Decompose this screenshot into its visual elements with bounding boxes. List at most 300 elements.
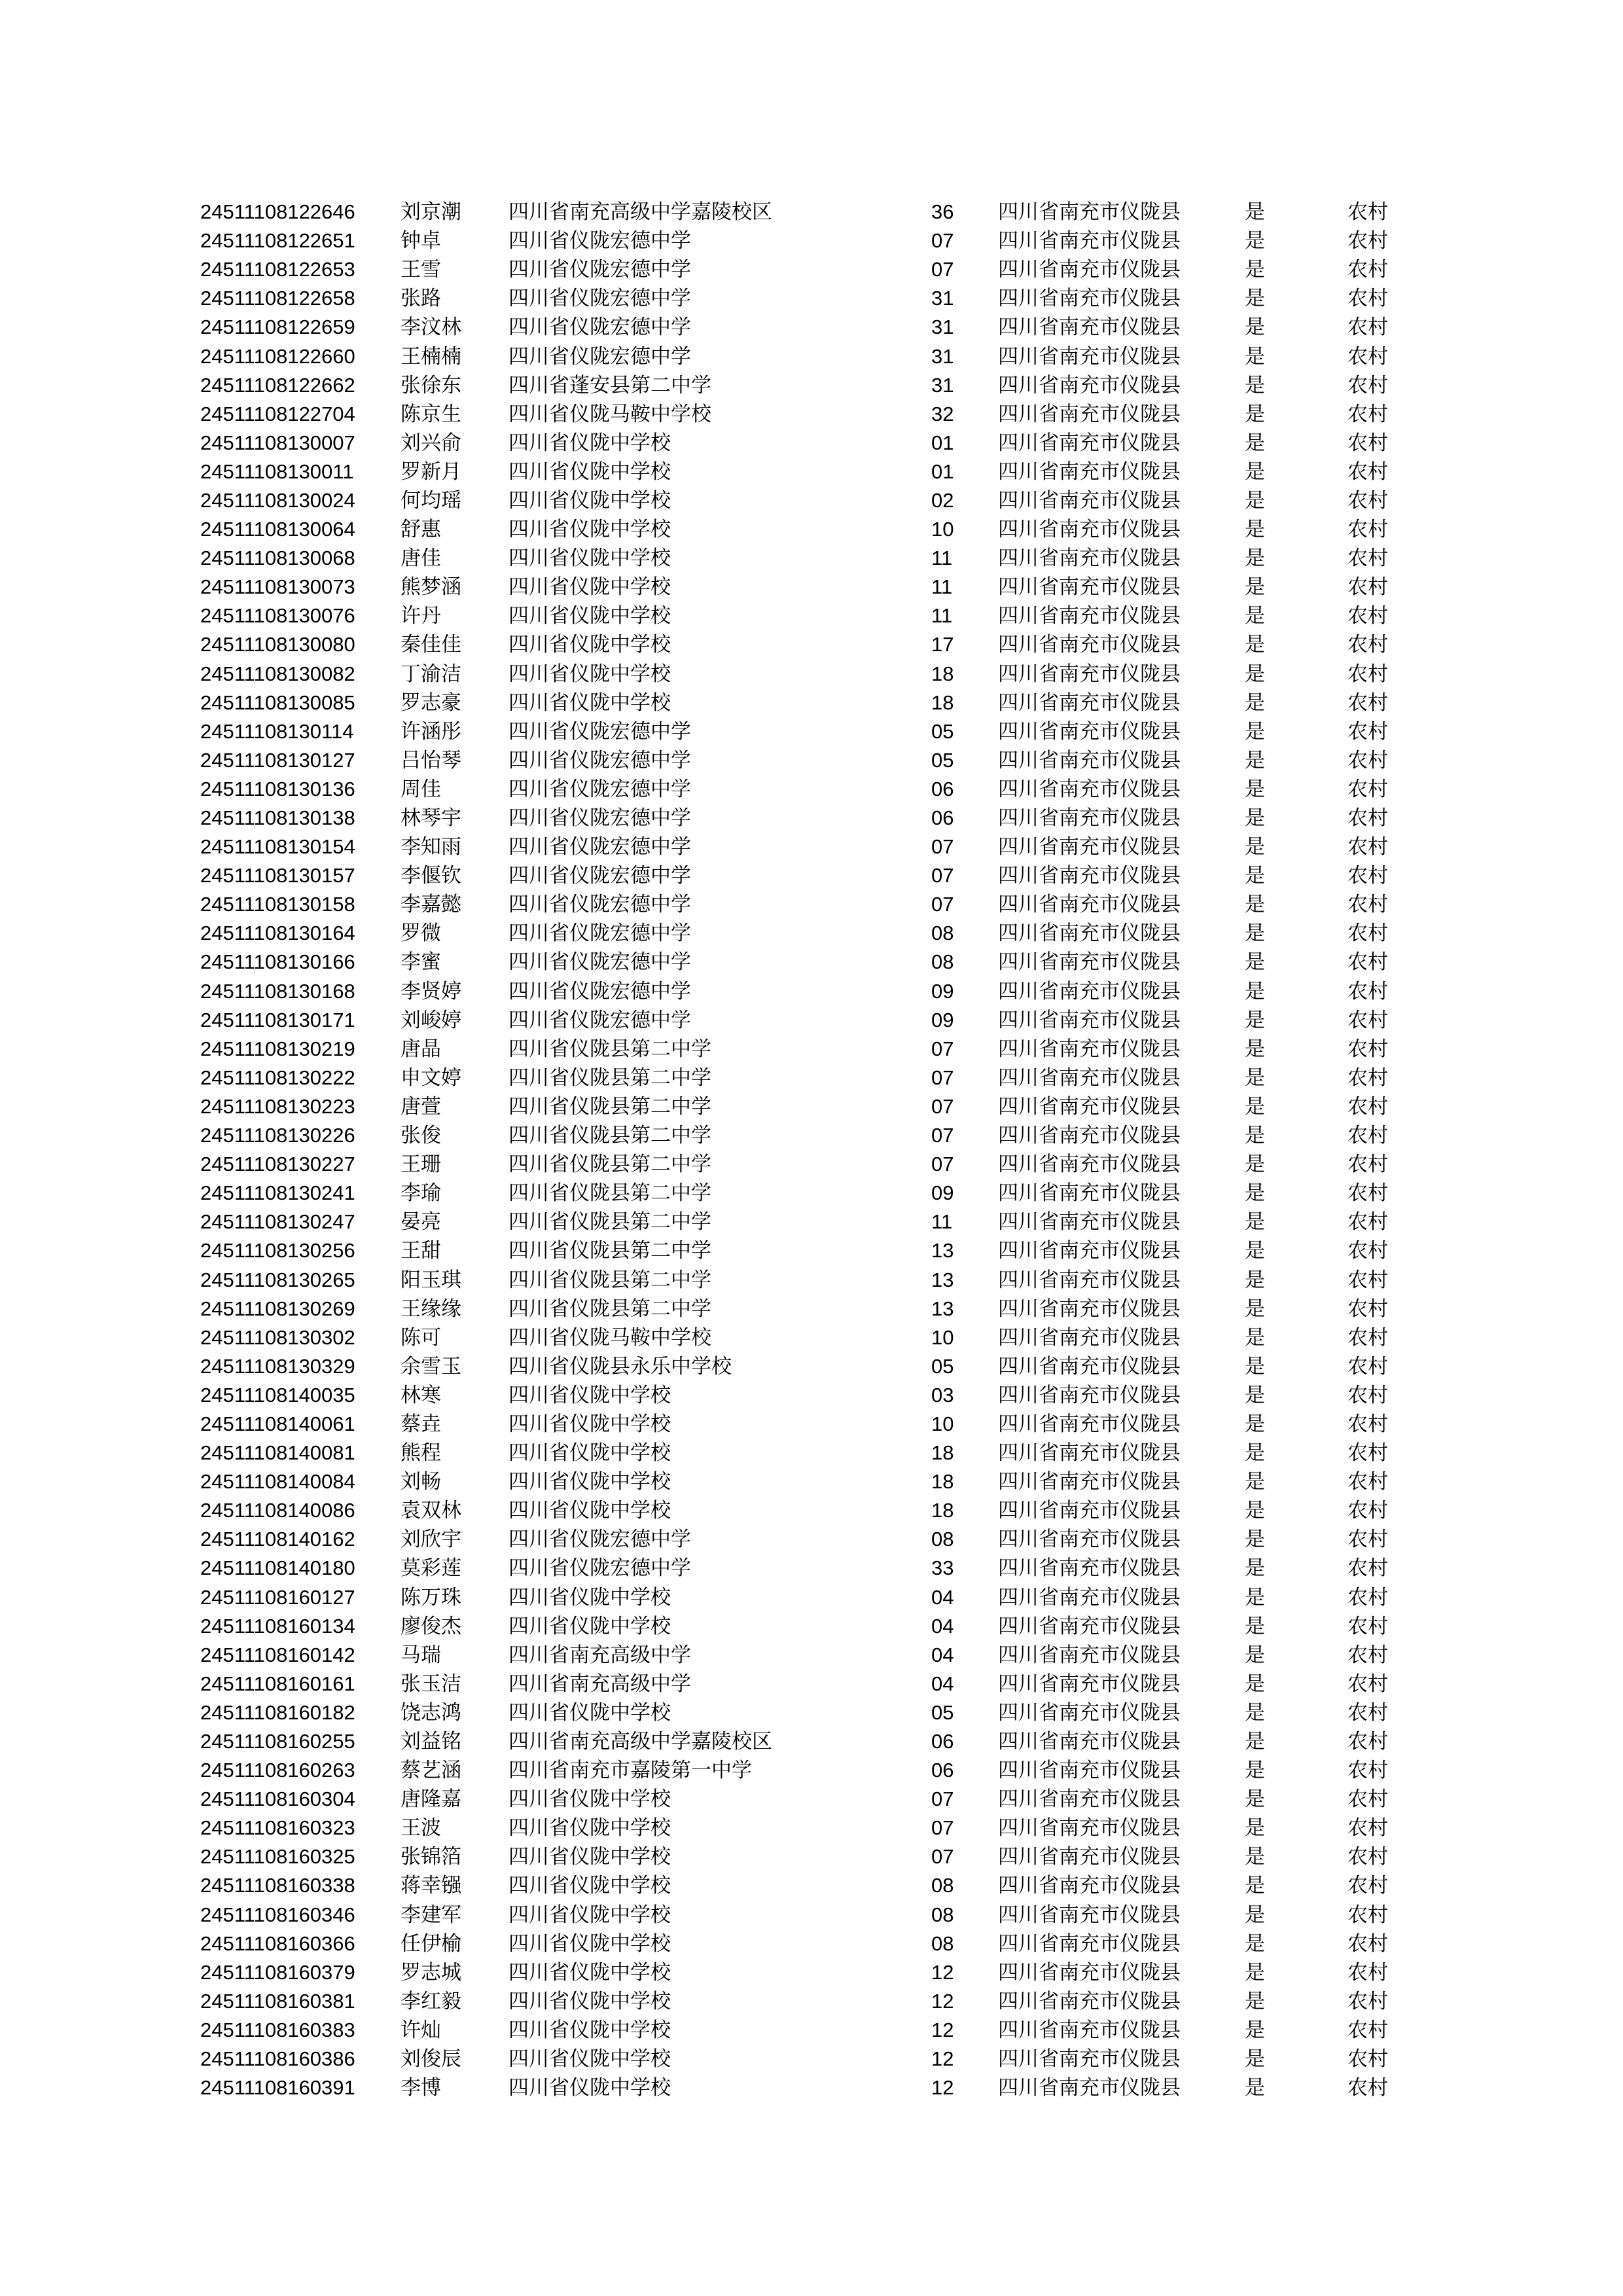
- household-region-cell: 四川省南充市仪陇县: [998, 1874, 1181, 1898]
- household-region-cell: 四川省南充市仪陇县: [998, 1354, 1181, 1378]
- school-cell: 四川省仪陇县第二中学: [508, 1210, 711, 1234]
- student-name-cell: 陈京生: [401, 402, 461, 426]
- household-region-cell: 四川省南充市仪陇县: [998, 1585, 1181, 1609]
- eligibility-cell: 是: [1245, 2047, 1265, 2072]
- residence-type-cell: 农村: [1347, 1845, 1388, 1869]
- exam-number-cell: 24511108122704: [200, 402, 355, 425]
- household-region-cell: 四川省南充市仪陇县: [998, 864, 1181, 888]
- school-cell: 四川省仪陇中学校: [508, 1845, 671, 1869]
- household-region-cell: 四川省南充市仪陇县: [998, 1325, 1181, 1350]
- student-name-cell: 蒋幸镪: [401, 1874, 461, 1898]
- school-cell: 四川省仪陇马鞍中学校: [508, 402, 711, 426]
- table-row: [0, 1958, 1623, 1987]
- residence-type-cell: 农村: [1347, 315, 1388, 340]
- class-code-cell: 04: [931, 1614, 954, 1638]
- exam-number-cell: 24511108130127: [200, 748, 355, 772]
- eligibility-cell: 是: [1245, 2076, 1265, 2100]
- school-cell: 四川省南充高级中学: [508, 1643, 691, 1667]
- student-name-cell: 罗新月: [401, 459, 461, 484]
- school-cell: 四川省仪陇中学校: [508, 1960, 671, 1984]
- exam-number-cell: 24511108130302: [200, 1325, 355, 1349]
- eligibility-cell: 是: [1245, 1037, 1265, 1061]
- exam-number-cell: 24511108130171: [200, 1008, 355, 1031]
- class-code-cell: 11: [931, 547, 953, 570]
- class-code-cell: 18: [931, 1470, 954, 1494]
- eligibility-cell: 是: [1245, 459, 1265, 484]
- eligibility-cell: 是: [1245, 315, 1265, 340]
- household-region-cell: 四川省南充市仪陇县: [998, 1816, 1181, 1840]
- exam-number-cell: 24511108130168: [200, 979, 355, 1003]
- student-name-cell: 李建军: [401, 1903, 461, 1927]
- residence-type-cell: 农村: [1347, 633, 1388, 657]
- residence-type-cell: 农村: [1347, 1008, 1388, 1032]
- residence-type-cell: 农村: [1347, 1354, 1388, 1378]
- household-region-cell: 四川省南充市仪陇县: [998, 950, 1181, 975]
- residence-type-cell: 农村: [1347, 229, 1388, 253]
- school-cell: 四川省仪陇宏德中学: [508, 777, 691, 801]
- household-region-cell: 四川省南充市仪陇县: [998, 2047, 1181, 2072]
- student-name-cell: 李红毅: [401, 1989, 461, 2013]
- class-code-cell: 12: [931, 1989, 954, 2013]
- school-cell: 四川省仪陇中学校: [508, 1441, 671, 1465]
- residence-type-cell: 农村: [1347, 1383, 1388, 1407]
- table-row: [0, 1698, 1623, 1727]
- eligibility-cell: 是: [1245, 547, 1265, 571]
- class-code-cell: 08: [931, 950, 954, 974]
- class-code-cell: 07: [931, 1066, 954, 1089]
- class-code-cell: 08: [931, 922, 954, 945]
- school-cell: 四川省仪陇中学校: [508, 488, 671, 512]
- eligibility-cell: 是: [1245, 518, 1265, 542]
- school-cell: 四川省仪陇中学校: [508, 1470, 671, 1494]
- table-row: [0, 1381, 1623, 1410]
- eligibility-cell: 是: [1245, 373, 1265, 397]
- residence-type-cell: 农村: [1347, 402, 1388, 426]
- table-body: [0, 198, 1623, 2102]
- eligibility-cell: 是: [1245, 979, 1265, 1003]
- student-name-cell: 唐隆嘉: [401, 1787, 461, 1812]
- student-name-cell: 陈可: [401, 1325, 441, 1350]
- eligibility-cell: 是: [1245, 1585, 1265, 1609]
- student-name-cell: 张玉洁: [401, 1672, 461, 1696]
- exam-number-cell: 24511108130222: [200, 1066, 355, 1089]
- table-row: [0, 1265, 1623, 1294]
- class-code-cell: 31: [931, 315, 954, 339]
- residence-type-cell: 农村: [1347, 1903, 1388, 1927]
- school-cell: 四川省仪陇中学校: [508, 2018, 671, 2042]
- residence-type-cell: 农村: [1347, 1556, 1388, 1581]
- school-cell: 四川省仪陇县第二中学: [508, 1094, 711, 1119]
- student-name-cell: 莫彩莲: [401, 1556, 461, 1581]
- exam-number-cell: 24511108130082: [200, 662, 355, 685]
- residence-type-cell: 农村: [1347, 748, 1388, 772]
- student-name-cell: 罗微: [401, 922, 441, 946]
- residence-type-cell: 农村: [1347, 1759, 1388, 1783]
- school-cell: 四川省仪陇中学校: [508, 1412, 671, 1436]
- class-code-cell: 05: [931, 748, 954, 772]
- school-cell: 四川省仪陇中学校: [508, 1700, 671, 1725]
- student-name-cell: 李瑜: [401, 1181, 441, 1206]
- residence-type-cell: 农村: [1347, 1643, 1388, 1667]
- eligibility-cell: 是: [1245, 1556, 1265, 1581]
- exam-number-cell: 24511108140086: [200, 1499, 355, 1522]
- class-code-cell: 12: [931, 2018, 954, 2041]
- residence-type-cell: 农村: [1347, 1528, 1388, 1552]
- eligibility-cell: 是: [1245, 1874, 1265, 1898]
- eligibility-cell: 是: [1245, 1989, 1265, 2013]
- eligibility-cell: 是: [1245, 806, 1265, 831]
- household-region-cell: 四川省南充市仪陇县: [998, 547, 1181, 571]
- residence-type-cell: 农村: [1347, 1614, 1388, 1638]
- eligibility-cell: 是: [1245, 604, 1265, 628]
- eligibility-cell: 是: [1245, 1816, 1265, 1840]
- eligibility-cell: 是: [1245, 1297, 1265, 1321]
- eligibility-cell: 是: [1245, 1354, 1265, 1378]
- class-code-cell: 08: [931, 1931, 954, 1955]
- exam-number-cell: 24511108130154: [200, 835, 355, 859]
- student-name-cell: 刘兴俞: [401, 431, 461, 455]
- school-cell: 四川省仪陇宏德中学: [508, 893, 691, 917]
- household-region-cell: 四川省南充市仪陇县: [998, 287, 1181, 311]
- residence-type-cell: 农村: [1347, 200, 1388, 224]
- residence-type-cell: 农村: [1347, 488, 1388, 512]
- household-region-cell: 四川省南充市仪陇县: [998, 1528, 1181, 1552]
- residence-type-cell: 农村: [1347, 1153, 1388, 1177]
- eligibility-cell: 是: [1245, 1470, 1265, 1494]
- household-region-cell: 四川省南充市仪陇县: [998, 1643, 1181, 1667]
- household-region-cell: 四川省南充市仪陇县: [998, 835, 1181, 859]
- school-cell: 四川省南充高级中学: [508, 1672, 691, 1696]
- school-cell: 四川省仪陇中学校: [508, 1499, 671, 1523]
- school-cell: 四川省仪陇宏德中学: [508, 719, 691, 744]
- household-region-cell: 四川省南充市仪陇县: [998, 1614, 1181, 1638]
- household-region-cell: 四川省南充市仪陇县: [998, 1960, 1181, 1984]
- school-cell: 四川省仪陇中学校: [508, 633, 671, 657]
- table-row: [0, 429, 1623, 457]
- household-region-cell: 四川省南充市仪陇县: [998, 1470, 1181, 1494]
- school-cell: 四川省仪陇宏德中学: [508, 979, 691, 1003]
- school-cell: 四川省仪陇县第二中学: [508, 1239, 711, 1263]
- class-code-cell: 05: [931, 719, 954, 743]
- eligibility-cell: 是: [1245, 258, 1265, 282]
- residence-type-cell: 农村: [1347, 1499, 1388, 1523]
- residence-type-cell: 农村: [1347, 1700, 1388, 1725]
- class-code-cell: 10: [931, 1412, 954, 1435]
- school-cell: 四川省仪陇县第二中学: [508, 1297, 711, 1321]
- table-row: [0, 313, 1623, 342]
- exam-number-cell: 24511108130223: [200, 1094, 355, 1118]
- exam-number-cell: 24511108160346: [200, 1903, 355, 1926]
- class-code-cell: 05: [931, 1354, 954, 1378]
- school-cell: 四川省仪陇中学校: [508, 547, 671, 571]
- exam-number-cell: 24511108130068: [200, 547, 355, 570]
- table-row: [0, 919, 1623, 948]
- exam-number-cell: 24511108130166: [200, 950, 355, 974]
- table-row: [0, 977, 1623, 1006]
- table-row: [0, 833, 1623, 861]
- household-region-cell: 四川省南充市仪陇县: [998, 431, 1181, 455]
- eligibility-cell: 是: [1245, 1499, 1265, 1523]
- school-cell: 四川省仪陇中学校: [508, 518, 671, 542]
- household-region-cell: 四川省南充市仪陇县: [998, 1239, 1181, 1263]
- residence-type-cell: 农村: [1347, 1094, 1388, 1119]
- class-code-cell: 07: [931, 229, 954, 253]
- table-row: [0, 342, 1623, 370]
- exam-number-cell: 24511108122659: [200, 315, 355, 339]
- school-cell: 四川省仪陇中学校: [508, 1614, 671, 1638]
- school-cell: 四川省仪陇中学校: [508, 2076, 671, 2100]
- table-row: [0, 1467, 1623, 1496]
- household-region-cell: 四川省南充市仪陇县: [998, 488, 1181, 512]
- exam-number-cell: 24511108122660: [200, 344, 355, 368]
- school-cell: 四川省仪陇中学校: [508, 1816, 671, 1840]
- eligibility-cell: 是: [1245, 1268, 1265, 1292]
- eligibility-cell: 是: [1245, 287, 1265, 311]
- exam-number-cell: 24511108160386: [200, 2047, 355, 2071]
- eligibility-cell: 是: [1245, 1700, 1265, 1725]
- school-cell: 四川省仪陇中学校: [508, 1903, 671, 1927]
- household-region-cell: 四川省南充市仪陇县: [998, 1268, 1181, 1292]
- household-region-cell: 四川省南充市仪陇县: [998, 1412, 1181, 1436]
- household-region-cell: 四川省南充市仪陇县: [998, 1903, 1181, 1927]
- school-cell: 四川省仪陇中学校: [508, 1931, 671, 1956]
- table-row: [0, 2073, 1623, 2102]
- exam-number-cell: 24511108160161: [200, 1672, 355, 1695]
- school-cell: 四川省仪陇县第二中学: [508, 1066, 711, 1090]
- household-region-cell: 四川省南充市仪陇县: [998, 402, 1181, 426]
- table-row: [0, 1236, 1623, 1265]
- student-name-cell: 罗志豪: [401, 691, 461, 715]
- student-name-cell: 王波: [401, 1816, 441, 1840]
- class-code-cell: 36: [931, 200, 954, 224]
- household-region-cell: 四川省南充市仪陇县: [998, 459, 1181, 484]
- residence-type-cell: 农村: [1347, 1297, 1388, 1321]
- student-name-cell: 罗志城: [401, 1960, 461, 1984]
- student-name-cell: 何均瑶: [401, 488, 461, 512]
- class-code-cell: 11: [931, 1210, 953, 1234]
- school-cell: 四川省仪陇中学校: [508, 1383, 671, 1407]
- table-row: [0, 371, 1623, 400]
- eligibility-cell: 是: [1245, 344, 1265, 368]
- eligibility-cell: 是: [1245, 1239, 1265, 1263]
- student-name-cell: 周佳: [401, 777, 441, 801]
- exam-number-cell: 24511108160127: [200, 1585, 355, 1609]
- exam-number-cell: 24511108160391: [200, 2076, 355, 2100]
- exam-number-cell: 24511108160323: [200, 1816, 355, 1840]
- table-row: [0, 1842, 1623, 1871]
- eligibility-cell: 是: [1245, 1614, 1265, 1638]
- residence-type-cell: 农村: [1347, 777, 1388, 801]
- household-region-cell: 四川省南充市仪陇县: [998, 1181, 1181, 1206]
- exam-number-cell: 24511108160325: [200, 1845, 355, 1869]
- student-name-cell: 吕怡琴: [401, 748, 461, 772]
- table-row: [0, 1814, 1623, 1842]
- class-code-cell: 09: [931, 1008, 954, 1031]
- residence-type-cell: 农村: [1347, 1672, 1388, 1696]
- school-cell: 四川省蓬安县第二中学: [508, 373, 711, 397]
- class-code-cell: 04: [931, 1672, 954, 1695]
- residence-type-cell: 农村: [1347, 2047, 1388, 2072]
- table-row: [0, 1554, 1623, 1583]
- table-row: [0, 198, 1623, 226]
- table-row: [0, 1756, 1623, 1785]
- household-region-cell: 四川省南充市仪陇县: [998, 200, 1181, 224]
- eligibility-cell: 是: [1245, 719, 1265, 744]
- student-name-cell: 唐佳: [401, 547, 441, 571]
- household-region-cell: 四川省南充市仪陇县: [998, 662, 1181, 686]
- residence-type-cell: 农村: [1347, 835, 1388, 859]
- household-region-cell: 四川省南充市仪陇县: [998, 719, 1181, 744]
- household-region-cell: 四川省南充市仪陇县: [998, 1700, 1181, 1725]
- residence-type-cell: 农村: [1347, 922, 1388, 946]
- school-cell: 四川省仪陇中学校: [508, 2047, 671, 2072]
- school-cell: 四川省仪陇宏德中学: [508, 258, 691, 282]
- exam-number-cell: 24511108160383: [200, 2018, 355, 2041]
- table-row: [0, 890, 1623, 919]
- residence-type-cell: 农村: [1347, 547, 1388, 571]
- class-code-cell: 10: [931, 518, 954, 541]
- class-code-cell: 01: [931, 459, 954, 483]
- household-region-cell: 四川省南充市仪陇县: [998, 2018, 1181, 2042]
- student-name-cell: 刘俊辰: [401, 2047, 461, 2072]
- residence-type-cell: 农村: [1347, 373, 1388, 397]
- exam-number-cell: 24511108130136: [200, 777, 355, 800]
- table-row: [0, 1987, 1623, 2016]
- class-code-cell: 09: [931, 1181, 954, 1205]
- residence-type-cell: 农村: [1347, 431, 1388, 455]
- residence-type-cell: 农村: [1347, 1325, 1388, 1350]
- exam-number-cell: 24511108130269: [200, 1297, 355, 1320]
- student-name-cell: 张徐东: [401, 373, 461, 397]
- student-name-cell: 王甜: [401, 1239, 441, 1263]
- household-region-cell: 四川省南充市仪陇县: [998, 229, 1181, 253]
- student-name-cell: 张俊: [401, 1124, 441, 1148]
- class-code-cell: 06: [931, 1759, 954, 1782]
- school-cell: 四川省仪陇中学校: [508, 604, 671, 628]
- class-code-cell: 08: [931, 1528, 954, 1551]
- school-cell: 四川省仪陇中学校: [508, 575, 671, 600]
- household-region-cell: 四川省南充市仪陇县: [998, 344, 1181, 368]
- table-row: [0, 400, 1623, 429]
- table-row: [0, 573, 1623, 601]
- household-region-cell: 四川省南充市仪陇县: [998, 1066, 1181, 1090]
- class-code-cell: 07: [931, 1037, 954, 1060]
- class-code-cell: 06: [931, 806, 954, 830]
- class-code-cell: 07: [931, 1094, 954, 1118]
- table-row: [0, 1525, 1623, 1554]
- residence-type-cell: 农村: [1347, 1960, 1388, 1984]
- residence-type-cell: 农村: [1347, 2018, 1388, 2042]
- student-name-cell: 唐萱: [401, 1094, 441, 1119]
- school-cell: 四川省仪陇中学校: [508, 662, 671, 686]
- household-region-cell: 四川省南充市仪陇县: [998, 1845, 1181, 1869]
- class-code-cell: 03: [931, 1383, 954, 1407]
- household-region-cell: 四川省南充市仪陇县: [998, 373, 1181, 397]
- eligibility-cell: 是: [1245, 1181, 1265, 1206]
- exam-number-cell: 24511108160255: [200, 1730, 355, 1753]
- student-name-cell: 袁双林: [401, 1499, 461, 1523]
- student-name-cell: 李偃钦: [401, 864, 461, 888]
- student-name-cell: 饶志鸿: [401, 1700, 461, 1725]
- school-cell: 四川省仪陇宏德中学: [508, 229, 691, 253]
- student-name-cell: 刘畅: [401, 1470, 441, 1494]
- eligibility-cell: 是: [1245, 431, 1265, 455]
- eligibility-cell: 是: [1245, 950, 1265, 975]
- student-name-cell: 林琴宇: [401, 806, 461, 831]
- class-code-cell: 04: [931, 1585, 954, 1609]
- residence-type-cell: 农村: [1347, 1037, 1388, 1061]
- household-region-cell: 四川省南充市仪陇县: [998, 518, 1181, 542]
- household-region-cell: 四川省南充市仪陇县: [998, 604, 1181, 628]
- student-name-cell: 许灿: [401, 2018, 441, 2042]
- eligibility-cell: 是: [1245, 1759, 1265, 1783]
- class-code-cell: 08: [931, 1874, 954, 1897]
- student-name-cell: 刘益铭: [401, 1730, 461, 1754]
- table-row: [0, 255, 1623, 284]
- residence-type-cell: 农村: [1347, 1441, 1388, 1465]
- table-row: [0, 1785, 1623, 1814]
- class-code-cell: 04: [931, 1643, 954, 1666]
- student-name-cell: 晏亮: [401, 1210, 441, 1234]
- exam-number-cell: 24511108130011: [200, 459, 354, 483]
- table-row: [0, 1496, 1623, 1525]
- school-cell: 四川省仪陇宏德中学: [508, 922, 691, 946]
- household-region-cell: 四川省南充市仪陇县: [998, 691, 1181, 715]
- class-code-cell: 18: [931, 1499, 954, 1522]
- class-code-cell: 10: [931, 1325, 954, 1349]
- school-cell: 四川省仪陇县第二中学: [508, 1153, 711, 1177]
- table-row: [0, 1179, 1623, 1208]
- table-row: [0, 1929, 1623, 1958]
- student-name-cell: 张路: [401, 287, 441, 311]
- exam-number-cell: 24511108130226: [200, 1124, 355, 1147]
- school-cell: 四川省仪陇县第二中学: [508, 1124, 711, 1148]
- residence-type-cell: 农村: [1347, 1124, 1388, 1148]
- class-code-cell: 12: [931, 2076, 954, 2100]
- class-code-cell: 01: [931, 431, 954, 454]
- exam-number-cell: 24511108130085: [200, 691, 355, 714]
- residence-type-cell: 农村: [1347, 2076, 1388, 2100]
- exam-number-cell: 24511108160142: [200, 1643, 355, 1666]
- table-row: [0, 1439, 1623, 1467]
- student-name-cell: 秦佳佳: [401, 633, 461, 657]
- school-cell: 四川省仪陇宏德中学: [508, 748, 691, 772]
- school-cell: 四川省南充高级中学嘉陵校区: [508, 200, 772, 224]
- exam-number-cell: 24511108122662: [200, 373, 355, 397]
- exam-number-cell: 24511108140035: [200, 1383, 355, 1407]
- residence-type-cell: 农村: [1347, 1470, 1388, 1494]
- eligibility-cell: 是: [1245, 777, 1265, 801]
- table-row: [0, 717, 1623, 746]
- table-row: [0, 1150, 1623, 1179]
- student-name-cell: 林寒: [401, 1383, 441, 1407]
- student-name-cell: 李博: [401, 2076, 441, 2100]
- table-row: [0, 486, 1623, 515]
- eligibility-cell: 是: [1245, 1672, 1265, 1696]
- class-code-cell: 07: [931, 835, 954, 859]
- student-name-cell: 马瑞: [401, 1643, 441, 1667]
- household-region-cell: 四川省南充市仪陇县: [998, 1008, 1181, 1032]
- residence-type-cell: 农村: [1347, 979, 1388, 1003]
- school-cell: 四川省仪陇中学校: [508, 431, 671, 455]
- class-code-cell: 07: [931, 864, 954, 888]
- table-row: [0, 746, 1623, 775]
- exam-number-cell: 24511108130157: [200, 864, 355, 888]
- class-code-cell: 07: [931, 1816, 954, 1840]
- eligibility-cell: 是: [1245, 1528, 1265, 1552]
- residence-type-cell: 农村: [1347, 1816, 1388, 1840]
- student-name-cell: 许丹: [401, 604, 441, 628]
